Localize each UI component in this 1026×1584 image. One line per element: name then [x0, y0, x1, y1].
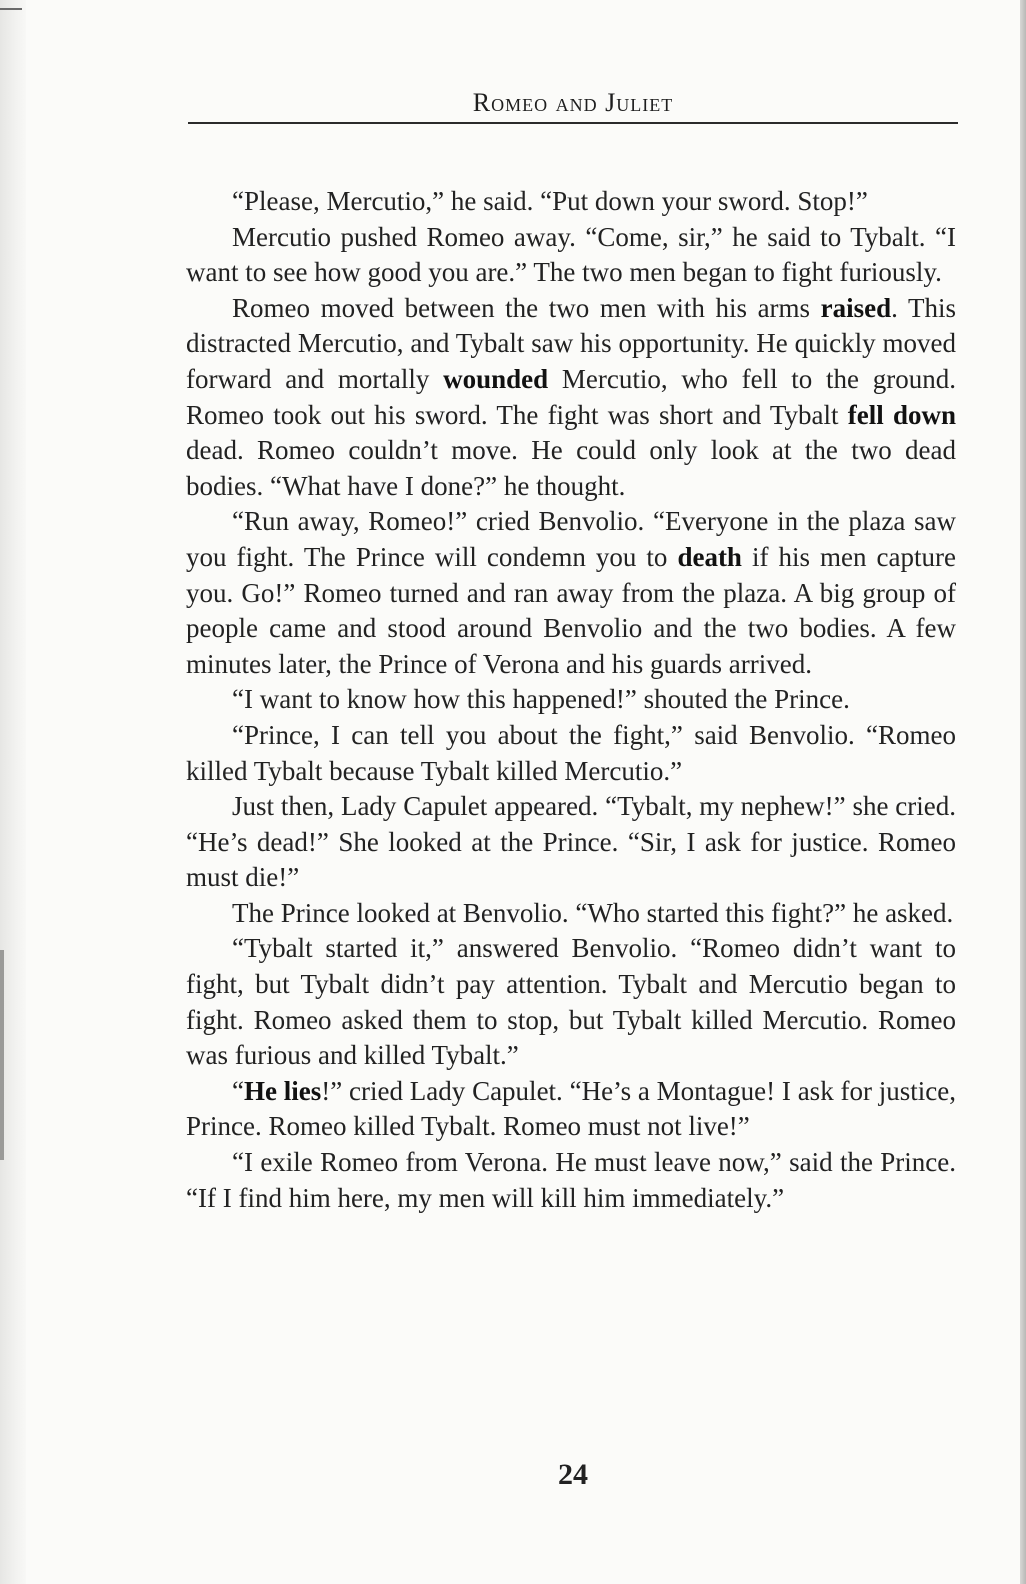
paragraph-text: Mercutio pushed Romeo away. “Come, sir,” he said to Tybalt. “I want to see how good you are.” The two men began to fight furiously.: [186, 221, 956, 288]
page-edge-shadow: [1020, 0, 1026, 1584]
paragraph: [186, 789, 956, 896]
paragraph: [186, 931, 956, 1073]
scan-mark-left: [0, 950, 4, 1160]
paragraph: [186, 896, 956, 932]
paragraph-text: The Prince looked at Benvolio. “Who started this fight?” he asked.: [232, 897, 954, 928]
paragraph: [186, 1074, 956, 1145]
paragraph-text: “I exile Romeo from Verona. He must leave now,” said the Prince. “If I find him here, my men will kill him immediately.”: [186, 1147, 956, 1213]
paragraph-text: . This distracted Mercutio, and Tybalt saw his opportunity. He quickly moved forward and mortally: [186, 292, 957, 394]
paragraph-text: “I want to know how this happened!” shouted the Prince.: [232, 684, 850, 715]
glossary-term: death: [677, 541, 742, 572]
paragraph-text: “Tybalt started it,” answered Benvolio. “Romeo didn’t want to fight, but Tybalt didn’t pay attention. Tybalt and Mercutio began to fight. Romeo asked them to stop, but Tybalt killed Mercutio. Romeo was furious and killed Tybalt.”: [186, 933, 956, 1071]
paragraph: [186, 682, 956, 718]
paragraph-text: “Please, Mercutio,” he said. “Put down your sword. Stop!”: [232, 186, 868, 216]
binding-gutter: [0, 0, 26, 1584]
glossary-term: wounded: [443, 363, 549, 394]
paragraph-text: Romeo moved between the two men with his arms: [232, 292, 821, 323]
running-title: Romeo and Juliet: [472, 88, 674, 117]
paragraph: [186, 184, 956, 220]
paragraph-text: “: [232, 1075, 244, 1106]
paragraph-text: “Run away, Romeo!” cried Benvolio. “Everyone in the plaza saw you fight. The Prince will condemn you to: [186, 506, 956, 572]
paragraph: [186, 291, 956, 505]
paragraph-text: Mercutio, who fell to the ground. Romeo took out his sword. The fight was short and Tybalt: [186, 363, 956, 430]
paragraph-text: if his men capture you. Go!” Romeo turned and ran away from the plaza. A big group of people came and stood around Benvolio and the two bodies. A few minutes later, the Prince of Verona and his guards arrived.: [186, 541, 957, 679]
paragraph: [186, 1145, 956, 1216]
paragraph-text: “Prince, I can tell you about the fight,” said Benvolio. “Romeo killed Tybalt because Tybalt killed Mercutio.”: [186, 719, 956, 786]
page-number: 24: [558, 1458, 588, 1491]
paragraph-text: !” cried Lady Capulet. “He’s a Montague! I ask for justice, Prince. Romeo killed Tybalt. Romeo must not live!”: [186, 1075, 956, 1142]
scan-mark-top: [0, 8, 22, 10]
paragraph-text: dead. Romeo couldn’t move. He could only look at the two dead bodies. “What have I done?” he thought.: [186, 435, 956, 501]
paragraph-text: Just then, Lady Capulet appeared. “Tybalt, my nephew!” she cried. “He’s dead!” She looked at the Prince. “Sir, I ask for justice. Romeo must die!”: [186, 791, 956, 893]
header-rule: [188, 122, 958, 124]
paragraph: [186, 504, 956, 682]
glossary-term: He lies: [243, 1075, 322, 1106]
paragraph: [186, 718, 956, 789]
glossary-term: raised: [820, 292, 892, 323]
paragraph: [186, 220, 956, 291]
glossary-term: fell down: [847, 399, 956, 430]
story-text: [186, 184, 956, 1216]
